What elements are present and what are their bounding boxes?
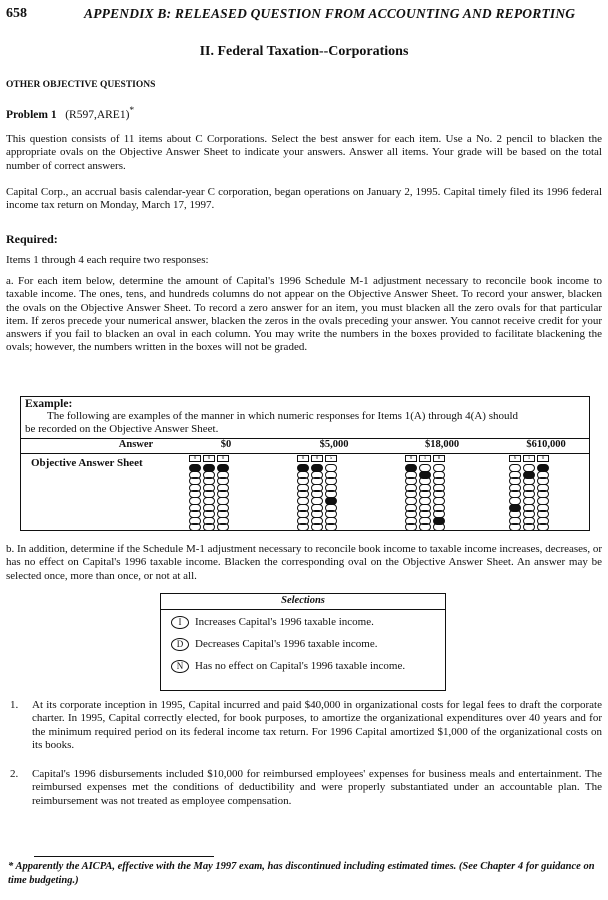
- example-amount: $0: [220, 439, 232, 450]
- answer-digit-box: 0: [203, 455, 215, 462]
- example-header-divider: [21, 453, 589, 454]
- question-number: 2.: [10, 768, 19, 780]
- answer-digit-box: 8: [433, 455, 445, 462]
- required-label: Required:: [6, 232, 58, 246]
- answer-digit-box: 1: [419, 455, 431, 462]
- selections-box: [160, 593, 446, 691]
- option-no-effect: [171, 660, 405, 673]
- part-b-instructions: b. In addition, determine if the Schedule M-1 adjustment necessary to reconcile book income to taxable income increases, decreases, or has no effect on Capital's 1996 taxable income. Blacken the corresponding oval on the Objective Answer Sheet. An answer may be selected once, more than once, or not at all.: [6, 543, 602, 582]
- answer-sheet-label: Objective Answer Sheet: [31, 457, 143, 469]
- footnote-rule: [34, 856, 214, 857]
- answer-digit-box: 5: [325, 455, 337, 462]
- problem-ref: (R597,ARE1): [65, 108, 130, 121]
- option-increases: [171, 616, 374, 629]
- answer-oval: [537, 523, 549, 531]
- example-amount: $18,000: [424, 439, 460, 450]
- answer-oval: [217, 523, 229, 531]
- running-title: APPENDIX B: RELEASED QUESTION FROM ACCOUNTING AND REPORTING: [84, 6, 576, 21]
- answer-digit-box: 0: [217, 455, 229, 462]
- option-oval: D: [171, 638, 189, 651]
- example-amount: $5,000: [319, 439, 349, 450]
- answer-oval: [203, 523, 215, 531]
- subheading: OTHER OBJECTIVE QUESTIONS: [6, 80, 156, 90]
- answer-oval: [419, 523, 431, 531]
- example-amount: $610,000: [526, 439, 566, 450]
- page-number: 658: [6, 6, 27, 21]
- part-a-instructions: a. For each item below, determine the amount of Capital's 1996 Schedule M-1 adjustment necessary to reconcile book income to taxable income. The ones, tens, and hundreds columns do not appear on the Objective Answer Sheet. To record your answer, blacken the ovals on the Objective Answer Sheet. To record a zero answer for an item, you must blacken all the zero ovals for that particular item. If zeros precede your numerical answer, blacken the zeros in the ovals preceding your answer. You cannot receive credit for your answers if you fail to blacken an oval in each column. You may write the numbers in the boxes provided to facilitate blackening the ovals; however, the numbers written in the boxes will not be graded.: [6, 275, 602, 354]
- selections-title: Selections: [281, 595, 325, 606]
- example-title: Example:: [25, 398, 73, 410]
- instructions-paragraph: This question consists of 11 items about C Corporations. Select the best answer for each item. Use a No. 2 pencil to blacken the appropriate ovals on the Objective Answer Sheet to indicate your answers. Answer all items. Your grade will be based on the total number of correct answers.: [6, 133, 602, 172]
- selections-divider: [161, 609, 445, 610]
- example-line-1: The following are examples of the manner in which numeric responses for Items 1(A) through 4(A) should: [47, 410, 519, 422]
- answer-oval: [189, 523, 201, 531]
- example-line-2: be recorded on the Objective Answer Sheet.: [25, 423, 219, 435]
- question-text: Capital's 1996 disbursements included $10,000 for reimbursed employees' expenses for business meals and entertainment. The reimbursed expenses met the conditions of deductibility and were properly substantiated under an accountable plan. The reimbursement was not treated as employee compensation.: [32, 768, 602, 807]
- question-number: 1.: [10, 699, 19, 711]
- question-text: At its corporate inception in 1995, Capital incurred and paid $40,000 in organizational costs for legal fees to draft the corporate charter. In 1995, Capital correctly elected, for book purposes, to amortize the organizational expenditures over 40 years and for the minimum required period on its federal income tax return. For 1996 Capital amortized $1,000 of the organizational costs on its books.: [32, 699, 602, 751]
- option-text: Has no effect on Capital's 1996 taxable income.: [195, 660, 406, 673]
- question-item: [6, 768, 602, 818]
- problem-label: Problem 1: [6, 108, 57, 121]
- answer-digit-box: 0: [189, 455, 201, 462]
- answer-digit-box: 0: [537, 455, 549, 462]
- option-oval: N: [171, 660, 189, 673]
- option-text: Decreases Capital's 1996 taxable income.: [195, 638, 378, 651]
- scenario-paragraph: Capital Corp., an accrual basis calendar-year C corporation, began operations on January 2, 1995. Capital timely filed its 1996 federal income tax return on Monday, March 17, 1997.: [6, 186, 602, 212]
- answer-digit-box: 1: [523, 455, 535, 462]
- footnote: * Apparently the AICPA, effective with the May 1997 exam, has discontinued including estimated times. (See Chapter 4 for guidance on time budgeting.): [8, 861, 595, 886]
- answer-digit-box: 6: [509, 455, 521, 462]
- items-instruction: Items 1 through 4 each require two responses:: [6, 254, 209, 266]
- answer-oval: [405, 523, 417, 531]
- question-item: [6, 699, 602, 759]
- answer-oval: [509, 523, 521, 531]
- answer-digit-box: 0: [311, 455, 323, 462]
- answer-oval: [311, 523, 323, 531]
- option-decreases: [171, 638, 378, 651]
- section-title: II. Federal Taxation--Corporations: [199, 44, 409, 59]
- answer-oval: [325, 523, 337, 531]
- answer-oval: [297, 523, 309, 531]
- option-oval: I: [171, 616, 189, 629]
- answer-oval: [433, 523, 445, 531]
- problem-heading: [6, 105, 134, 121]
- option-text: Increases Capital's 1996 taxable income.: [195, 616, 374, 629]
- answer-oval: [523, 523, 535, 531]
- answer-digit-box: 0: [405, 455, 417, 462]
- answer-digit-box: 0: [297, 455, 309, 462]
- example-answer-header: Answer: [118, 439, 154, 450]
- footnote-mark: *: [129, 105, 135, 116]
- example-box: [20, 396, 590, 531]
